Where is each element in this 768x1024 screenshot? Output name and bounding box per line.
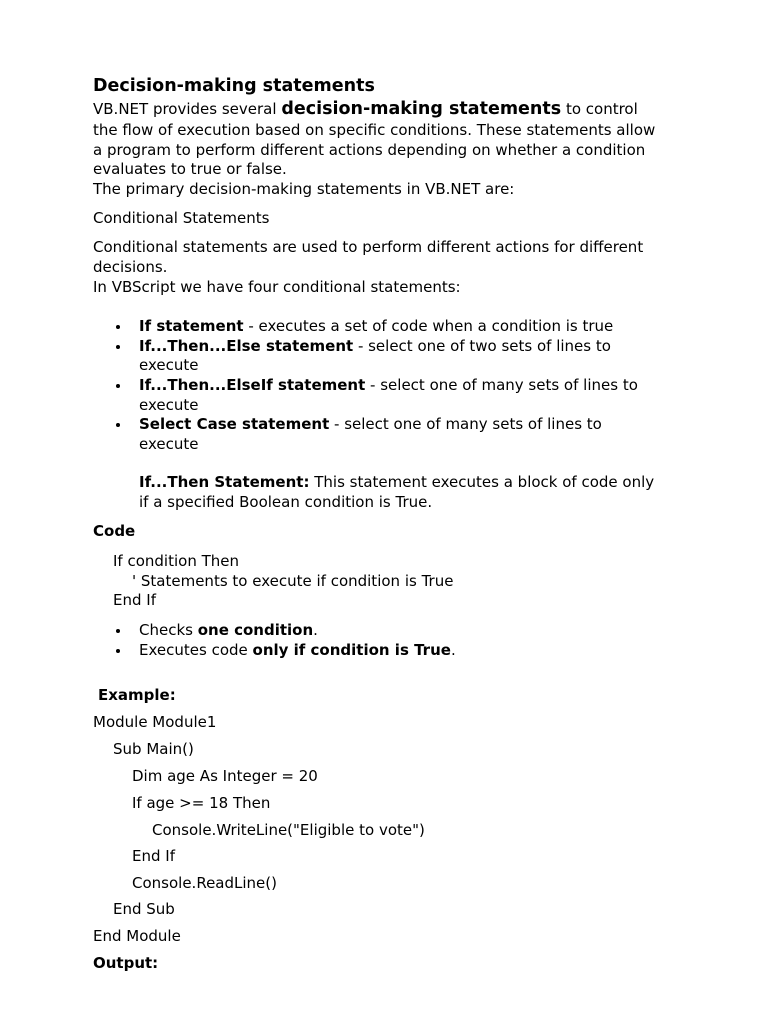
example-code-line: Module Module1 <box>93 713 217 731</box>
bullet-icon <box>116 649 120 653</box>
list-item <box>139 621 318 641</box>
example-code-line: Console.WriteLine("Eligible to vote") <box>152 821 425 839</box>
list-item-term: If statement <box>139 317 244 335</box>
if-then-line-1 <box>139 473 654 493</box>
intro-line-4: evaluates to true or false. <box>93 160 287 178</box>
intro-line-1 <box>93 100 638 120</box>
code-line: ' Statements to execute if condition is True <box>132 572 454 590</box>
if-then-term: If...Then Statement: <box>139 473 310 491</box>
example-code-line: Dim age As Integer = 20 <box>132 767 318 785</box>
list-item <box>139 641 456 661</box>
list-item-desc: - select one of many sets of lines to <box>329 415 602 433</box>
list-item-continuation: execute <box>139 435 199 453</box>
example-code-line: End Sub <box>113 900 175 918</box>
intro-line-3: a program to perform different actions depending on whether a condition <box>93 141 646 159</box>
list-item-text: Executes code <box>139 641 253 659</box>
code-label: Code <box>93 522 136 540</box>
list-item-text: Checks <box>139 621 198 639</box>
example-label: Example: <box>98 686 176 704</box>
intro-emphasis: decision-making statements <box>281 99 562 119</box>
conditional-desc-line-3: In VBScript we have four conditional statements: <box>93 278 461 296</box>
conditional-desc-line-2: decisions. <box>93 258 168 276</box>
list-item-term: If...Then...Else statement <box>139 337 354 355</box>
bullet-icon <box>116 325 120 329</box>
list-item <box>139 337 611 357</box>
if-then-desc: This statement executes a block of code only <box>309 473 655 491</box>
list-item-emphasis: one condition <box>197 621 314 639</box>
list-item-emphasis: only if condition is True <box>252 641 451 659</box>
example-code-line: End Module <box>93 927 181 945</box>
intro-line-2: the flow of execution based on specific conditions. These statements allow <box>93 121 656 139</box>
bullet-icon <box>116 423 120 427</box>
bullet-icon <box>116 629 120 633</box>
bullet-icon <box>116 384 120 388</box>
example-code-line: If age >= 18 Then <box>132 794 271 812</box>
example-code-line: End If <box>132 847 175 865</box>
example-code-line: Console.ReadLine() <box>132 874 277 892</box>
list-item <box>139 376 638 396</box>
list-item <box>139 415 602 435</box>
code-line: If condition Then <box>113 552 239 570</box>
list-item-continuation: execute <box>139 396 199 414</box>
list-item-term: If...Then...ElseIf statement <box>139 376 366 394</box>
intro-text: VB.NET provides several <box>93 100 282 118</box>
if-then-line-2: if a specified Boolean condition is True. <box>139 493 433 511</box>
example-code-line: Sub Main() <box>113 740 194 758</box>
list-item-desc: - executes a set of code when a condition is true <box>243 317 614 335</box>
bullet-icon <box>116 345 120 349</box>
list-item <box>139 317 613 337</box>
list-item-desc: - select one of two sets of lines to <box>353 337 611 355</box>
intro-text: to control <box>561 100 638 118</box>
section-title-conditional: Conditional Statements <box>93 209 270 227</box>
page-title: Decision-making statements <box>93 76 375 96</box>
code-line: End If <box>113 591 156 609</box>
intro-line-5: The primary decision-making statements in VB.NET are: <box>93 180 515 198</box>
output-label: Output: <box>93 954 159 972</box>
list-item-continuation: execute <box>139 356 199 374</box>
list-item-text: . <box>450 641 456 659</box>
list-item-text: . <box>313 621 318 639</box>
list-item-desc: - select one of many sets of lines to <box>365 376 638 394</box>
list-item-term: Select Case statement <box>139 415 330 433</box>
conditional-desc-line-1: Conditional statements are used to perform different actions for different <box>93 238 644 256</box>
